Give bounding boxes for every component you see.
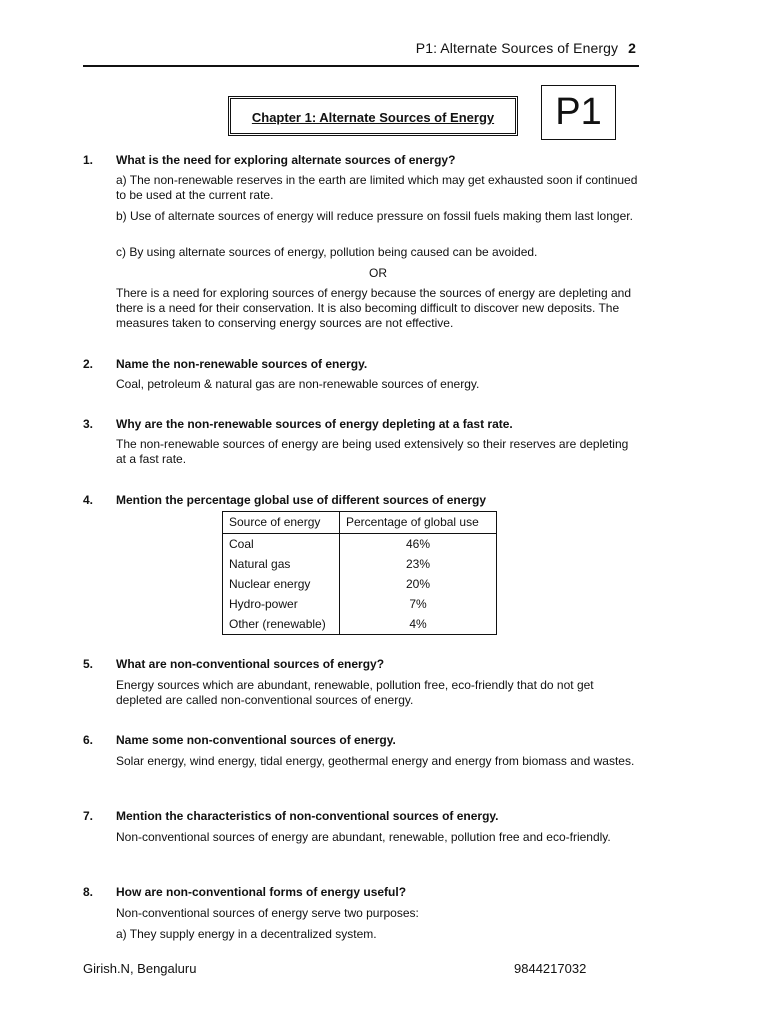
- percentage-cell: 20%: [405, 577, 431, 591]
- chapter-title: Chapter 1: Alternate Sources of Energy: [251, 110, 495, 125]
- energy-usage-table: [222, 511, 497, 635]
- table-row: [223, 614, 497, 635]
- percentage-cell: 46%: [405, 537, 431, 551]
- source-cell: Other (renewable): [223, 614, 340, 635]
- table-row: [223, 534, 497, 555]
- answer-8a: a) They supply energy in a decentralized system.: [116, 927, 377, 941]
- answer-2: Coal, petroleum & natural gas are non-renewable sources of energy.: [116, 377, 480, 391]
- question-text: Mention the characteristics of non-conventional sources of energy.: [116, 809, 499, 823]
- question-number: 4.: [83, 493, 94, 507]
- page-number: 2: [628, 40, 636, 56]
- question-number: 7.: [83, 809, 94, 823]
- source-cell: Coal: [223, 534, 340, 555]
- table-row: [223, 594, 497, 614]
- answer-1b: b) Use of alternate sources of energy will reduce pressure on fossil fuels making them last longer.: [116, 209, 633, 223]
- question-number: 1.: [83, 153, 94, 167]
- header-title: P1: Alternate Sources of Energy: [415, 40, 619, 56]
- answer-1c: c) By using alternate sources of energy, pollution being caused can be avoided.: [116, 245, 538, 259]
- question-text: Name some non-conventional sources of energy.: [116, 733, 396, 747]
- answer-5: Energy sources which are abundant, renewable, pollution free, eco-friendly that do not get depleted are called non-conventional sources of energy.: [116, 678, 594, 707]
- question-text: How are non-conventional forms of energy useful?: [116, 885, 407, 899]
- question-number: 8.: [83, 885, 94, 899]
- percentage-cell: 23%: [405, 557, 431, 571]
- percentage-cell: 4%: [409, 617, 427, 631]
- header-rule: [83, 65, 639, 67]
- table-header-row: [223, 512, 497, 534]
- or-separator: OR: [369, 266, 387, 280]
- question-number: 6.: [83, 733, 94, 747]
- question-number: 5.: [83, 657, 94, 671]
- answer-1-alt: There is a need for exploring sources of energy because the sources of energy are depleting and there is a need for their conservation. It is also becoming difficult to discover new deposits. The measures taken to conserving energy sources are not effective.: [116, 286, 631, 330]
- table-row: [223, 554, 497, 574]
- source-cell: Hydro-power: [223, 594, 340, 614]
- question-number: 2.: [83, 357, 94, 371]
- question-number: 3.: [83, 417, 94, 431]
- running-header: [0, 40, 636, 56]
- column-header-percentage: Percentage of global use: [340, 512, 497, 534]
- answer-6: Solar energy, wind energy, tidal energy, geothermal energy and energy from biomass and wastes.: [116, 754, 635, 768]
- question-text: Mention the percentage global use of different sources of energy: [116, 493, 487, 507]
- answer-1a: a) The non-renewable reserves in the earth are limited which may get exhausted soon if continued to be used at the current rate.: [116, 173, 638, 202]
- footer-author: Girish.N, Bengaluru: [83, 961, 197, 976]
- table-row: [223, 574, 497, 594]
- answer-8-intro: Non-conventional sources of energy serve two purposes:: [116, 906, 419, 920]
- source-cell: Nuclear energy: [223, 574, 340, 594]
- question-text: Why are the non-renewable sources of energy depleting at a fast rate.: [116, 417, 513, 431]
- chapter-title-box: [228, 96, 518, 136]
- answer-7: Non-conventional sources of energy are abundant, renewable, pollution free and eco-friendly.: [116, 830, 611, 844]
- question-text: What are non-conventional sources of energy?: [116, 657, 385, 671]
- column-header-source: Source of energy: [223, 512, 340, 534]
- percentage-cell: 7%: [409, 597, 427, 611]
- question-text: Name the non-renewable sources of energy.: [116, 357, 368, 371]
- source-cell: Natural gas: [223, 554, 340, 574]
- answer-3: The non-renewable sources of energy are being used extensively so their reserves are depleting at a fast rate.: [116, 437, 629, 466]
- footer-phone: 9844217032: [514, 961, 587, 976]
- chapter-badge: P1: [541, 85, 616, 140]
- question-text: What is the need for exploring alternate sources of energy?: [116, 153, 456, 167]
